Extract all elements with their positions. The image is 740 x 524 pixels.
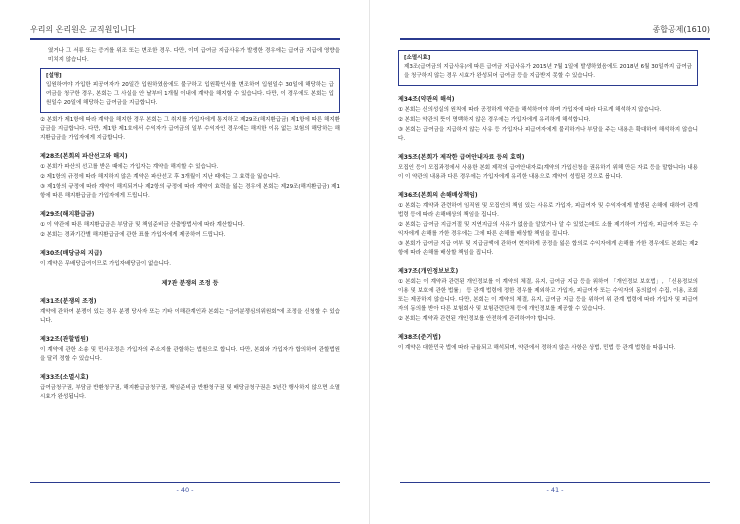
explanation-box-title: [설명] [46,73,62,79]
article-37-item: ② 본회는 계약과 관련된 개인정보를 안전하게 관리하여야 합니다. [398,316,556,322]
article-30-item: 이 계약은 무배당급여이므로 가입자배당금이 없습니다. [40,261,171,267]
article-36-item: ① 본회는 계약과 관련하여 임직원 및 모집인의 책임 있는 사유로 가입자, 피급여자 및 수익자에게 발생된 손해에 대하여 관계 법령 등에 따라 손해배상의 책임을 집니다. [398,203,698,218]
article-35-item: 모집인 등이 모집과정에서 사용한 본회 제작의 급여안내자료(계약의 가입신청을 권유하기 위해 만든 자료 등을 말합니다) 내용이 이 약관의 내용과 다른 경우에는 가입자에게 유리한 내용으로 계약이 성립된 것으로 봅니다. [398,165,698,180]
article-34-item: ① 본회는 신의성실의 원칙에 따라 공정하게 약관을 해석하여야 하며 가입자에 따라 다르게 해석하지 않습니다. [398,107,662,113]
article-38-item: 이 계약은 대한민국 법에 따라 규율되고 해석되며, 약관에서 정하지 않은 사항은 상법, 민법 등 관계 법령을 따릅니다. [398,345,676,351]
article-33-item: 급여금청구권, 부담금 반환청구권, 해지환급금청구권, 책임준비금 반환청구권 및 배당금청구권은 3년간 행사하지 않으면 소멸시효가 완성됩니다. [40,385,340,400]
left-page-content [40,47,340,403]
article-28-title: 제28조(본회의 파산선고와 해지) [40,153,128,160]
right-page [370,0,740,524]
right-page-content [398,47,698,354]
article-29-title: 제29조(해지환급금) [40,211,95,218]
chapter-heading: 제7관 분쟁의 조정 등 [161,280,219,287]
left-page-header: 우리의 온리원은 교직원입니다 [30,25,136,34]
article-38-title: 제38조(준거법) [398,334,441,341]
left-header-rule [30,38,340,40]
article-32-item: 이 계약에 관한 소송 및 민사조정은 가입자의 주소지를 관할하는 법원으로 합니다. 다만, 본회와 가입자가 합의하여 관할법원을 달리 정할 수 있습니다. [40,347,340,362]
extinctive-prescription-box [398,50,698,86]
after-box-paragraph: ② 본회가 제1항에 따라 계약을 해지한 경우 본회는 그 취지를 가입자에게 통지하고 제29조(해지환급금) 제1항에 따른 해지환급금을 지급합니다. 다만, 제1항 제1호에서 수익자가 급여금의 일부 수익자인 경우에는 해지한 이유 없는 보험의 해당하는 해지환급금을 가입자에게 지급합니다. [40,117,340,141]
right-page-header: 종합공제(1610) [652,25,710,34]
article-34-item: ② 본회는 약관의 뜻이 명백하지 않은 경우에는 가입자에게 유리하게 해석합니다. [398,117,591,123]
article-30-title: 제30조(배당금의 지급) [40,250,103,257]
article-32-title: 제32조(관할법원) [40,336,89,343]
explanation-box-text: 입원하여야 가입한 피공여자가 20일간 입원하였음에도 불구하고 입원확인서를 변조하여 입원일수 30일에 해당하는 급여금을 청구한 경우, 본회는 그 사실을 안 날부터 1개월 이내에 계약을 해지할 수 있습니다. 다만, 이 경우에도 본회는 입원일수 20일에 해당하는 급여금을 지급합니다. [46,82,334,106]
right-header-rule [400,38,710,40]
article-29-item: ① 이 약관에 따른 해지환급금은 부담금 및 책임준비금 산출방법서에 따라 계산합니다. [40,222,245,228]
right-footer-rule [400,482,710,483]
article-31-title: 제31조(분쟁의 조정) [40,298,97,305]
extinctive-prescription-box-text: 제3조(급여금의 지급사유)에 따른 급여금 지급사유가 2015년 7월 1일에 발생하였음에도 2018년 6월 30일까지 급여금을 청구하지 않는 경우 시효가 완성되어 급여금 등을 지급받지 못할 수 있습니다. [404,64,692,79]
right-page-number: - 41 - [546,486,564,494]
article-37-title: 제37조(개인정보보호) [398,268,459,275]
article-33-title: 제33조(소멸시효) [40,374,89,381]
left-page-number: - 40 - [176,486,194,494]
explanation-box [40,68,340,113]
article-29-item: ② 본회는 경과기간별 해지환급금에 관한 표를 가입자에게 제공하여 드립니다. [40,232,226,238]
article-31-item: 계약에 관하여 분쟁이 있는 경우 분쟁 당사자 또는 기타 이해관계인과 본회는 "금여분쟁심의위원회"에 조정을 신청할 수 있습니다. [40,309,340,324]
article-37-item: ① 본회는 이 계약과 관련된 개인정보를 이 계약의 체결, 유지, 급여금 지급 등을 위하여 「개인정보 보호법」, 「신용정보의 이용 및 보호에 관한 법률」 등 관계 법령에 정한 경우를 제외하고 가입자, 피급여자 또는 수익자의 동의없이 수집, 이용, 조회 또는 제공하지 않습니다. 다만, 본회는 이 계약의 체결, 유지, 급여금 지급 등을 위하여 위 관계 법령에 따라 가입자 및 피급여자의 동의를 받아 다른 보험회사 및 보험관련단체 등에 개인정보를 제공할 수 있습니다. [398,279,698,312]
intro-paragraph: 였거나 그 서류 또는 증거를 위조 또는 변조한 경우. 다만, 이미 급여금 지급사유가 발생한 경우에는 급여금 지급에 영향을 미치지 않습니다. [48,48,340,63]
article-36-title: 제36조(본회의 손해배상책임) [398,192,478,199]
article-28-item: ③ 제1항의 규정에 따라 계약이 해지되거나 제2항의 규정에 따라 계약이 효력을 잃는 경우에 본회는 제29조(해지환급금) 제1항에 따른 해지환급금을 가입자에게 드립니다. [40,184,340,199]
article-28-item: ① 본회가 파산의 선고를 받은 때에는 가입자는 계약을 해지할 수 있습니다. [40,164,219,170]
left-footer-rule [30,482,340,483]
article-34-title: 제34조(약관의 해석) [398,96,455,103]
article-36-item: ② 본회는 급여금 지급거절 및 지연지급의 사유가 없음을 알았거나 알 수 있었는데도 소를 제기하여 가입자, 피급여자 또는 수익자에게 손해를 가한 경우에는 그에 따른 손해를 배상할 책임을 집니다. [398,222,698,237]
article-34-item: ③ 본회는 급여금을 지급하지 않는 사유 등 가입자나 피급여자에게 불리하거나 부담을 주는 내용은 확대하여 해석하지 않습니다. [398,127,698,142]
article-36-item: ③ 본회가 급여금 지급 여부 및 지급금액에 관하여 현저하게 공정을 잃은 합의로 수익자에게 손해를 가한 경우에도 본회는 제2항에 따라 손해를 배상할 책임을 집니다. [398,241,698,256]
article-28-item: ② 제1항의 규정에 따라 해지하지 않은 계약은 파산선고 후 3개월이 지난 때에는 그 효력을 잃습니다. [40,174,281,180]
extinctive-prescription-box-title: [소멸시효] [404,55,431,61]
article-35-title: 제35조(본회가 제작한 급여안내자료 등의 효력) [398,154,525,161]
